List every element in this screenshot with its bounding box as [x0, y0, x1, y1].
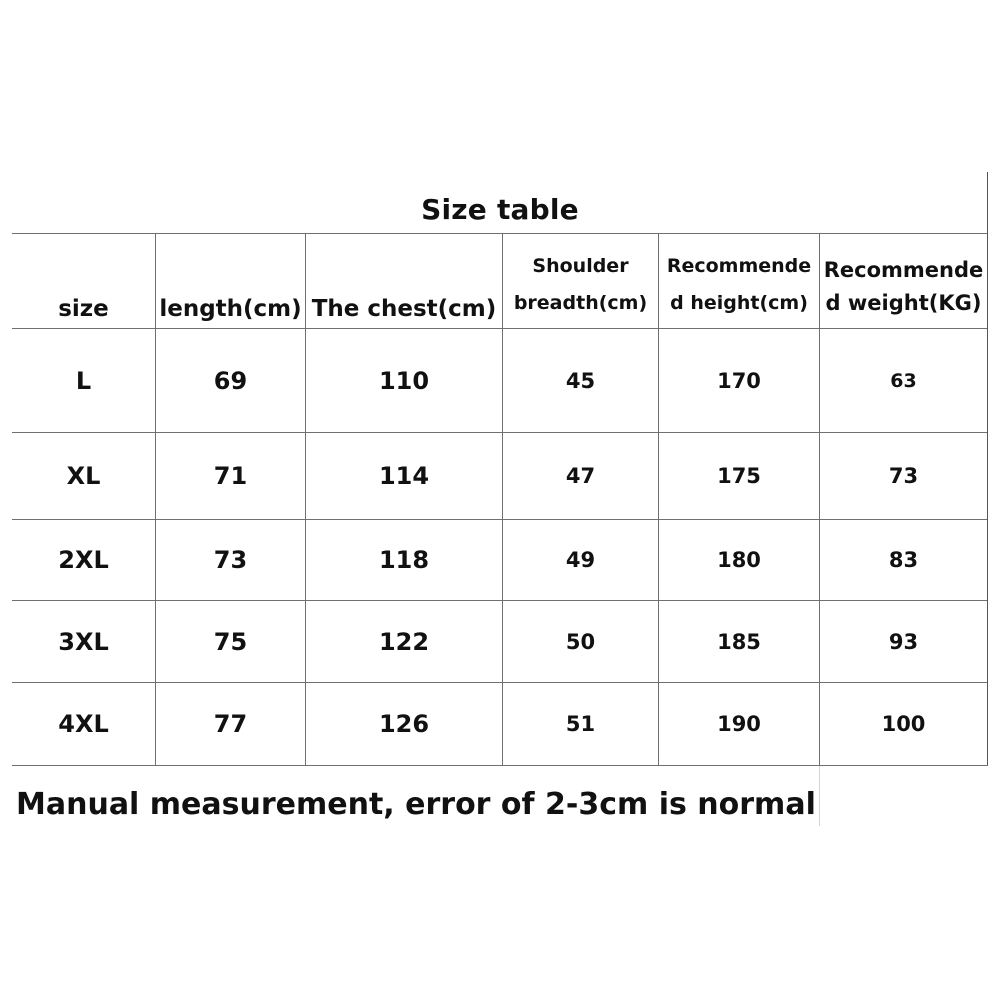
cell-size: L — [75, 366, 92, 395]
cell-weight: 100 — [881, 712, 926, 736]
cell-size: XL — [66, 462, 101, 490]
header-shoulder — [503, 234, 658, 328]
cell-shoulder: 51 — [565, 712, 596, 736]
cell-weight: 93 — [888, 629, 919, 654]
header-chest — [306, 234, 502, 328]
header-weight-line-1: Recommende — [823, 258, 984, 282]
cell-shoulder: 47 — [565, 464, 596, 488]
header-shoulder-line-2: breadth(cm) — [513, 292, 648, 314]
header-weight-line-2: d weight(KG) — [825, 291, 982, 315]
header-length-label: length(cm) — [159, 296, 302, 322]
header-size — [12, 234, 155, 328]
cell-height: 175 — [717, 464, 761, 488]
cell-length: 73 — [213, 546, 248, 574]
grid-line — [987, 172, 988, 765]
cell-weight: 73 — [888, 464, 919, 488]
cell-height: 185 — [717, 629, 761, 654]
cell-shoulder: 49 — [565, 548, 596, 572]
cell-size: 4XL — [58, 710, 109, 738]
header-weight — [820, 234, 987, 328]
cell-chest: 126 — [378, 710, 430, 738]
cell-size: 3XL — [58, 627, 109, 656]
cell-chest: 114 — [378, 462, 430, 490]
cell-height: 190 — [717, 712, 761, 736]
header-chest-label: The chest(cm) — [311, 296, 497, 322]
cell-length: 71 — [213, 462, 248, 490]
cell-shoulder: 45 — [565, 368, 596, 393]
cell-height: 170 — [717, 368, 761, 393]
grid-line — [819, 766, 820, 826]
header-height-line-2: d height(cm) — [670, 292, 808, 314]
cell-chest: 118 — [378, 546, 430, 574]
cell-weight: 63 — [890, 369, 917, 392]
cell-chest: 110 — [378, 366, 430, 395]
grid-line — [12, 765, 988, 766]
header-height-line-1: Recommende — [666, 255, 812, 277]
cell-shoulder: 50 — [565, 629, 596, 654]
cell-size: 2XL — [58, 546, 109, 574]
table-title: Size table — [421, 193, 579, 226]
measurement-note: Manual measurement, error of 2-3cm is normal — [16, 787, 816, 822]
header-length — [156, 234, 305, 328]
cell-length: 77 — [213, 710, 248, 738]
cell-weight: 83 — [888, 548, 919, 572]
cell-length: 69 — [213, 366, 248, 395]
header-height — [659, 234, 819, 328]
cell-height: 180 — [717, 548, 761, 572]
cell-length: 75 — [213, 627, 248, 656]
header-size-label: size — [58, 296, 109, 322]
header-shoulder-line-1: Shoulder — [532, 255, 629, 277]
cell-chest: 122 — [378, 627, 430, 656]
